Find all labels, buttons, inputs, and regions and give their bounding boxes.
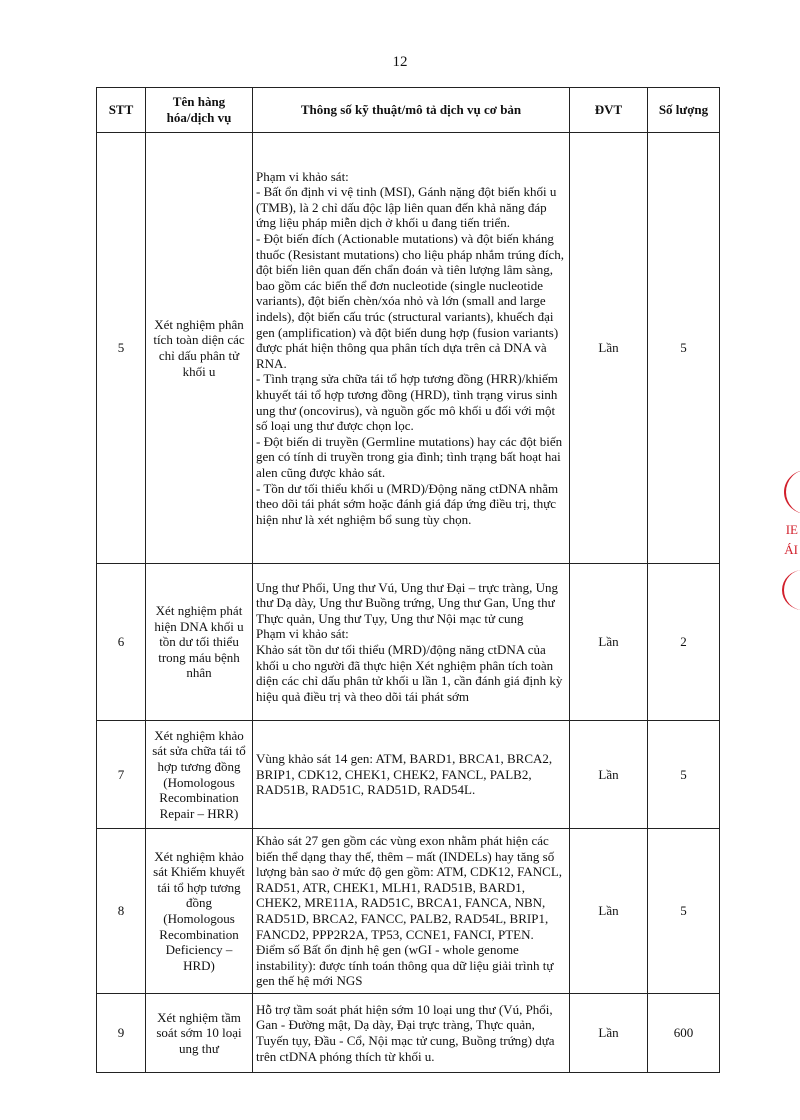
table-header-row [97,88,720,133]
spec-line: Phạm vi khảo sát: [256,626,349,642]
spec-line: Phạm vi khảo sát: [256,168,349,184]
header-stt: STT [97,88,146,133]
spec-line: Ung thư Phổi, Ung thư Vú, Ung thư Đại – trực tràng, Ung thư Dạ dày, Ung thư Buồng trứng, Ung thư Gan, Ung thư Thực quản, Ung thư Tụy, Ung thư Nội mạc tử cung [256,579,559,626]
spec-line: - Tồn dư tối thiểu khối u (MRD)/Động năng ctDNA nhằm theo dõi tái phát sớm hoặc đánh giá đáp ứng điều trị, thực hiện như là xét nghiệm bổ sung tùy chọn. [256,480,559,527]
row-name: Xét nghiệm khảo sát sửa chữa tái tổ hợp tương đồng (Homologous Recombination Repair – HRR) [146,721,253,829]
red-stamp-fragment [770,470,800,630]
row-spec [253,133,570,564]
spec-line: Vùng khảo sát 14 gen: ATM, BARD1, BRCA1, BRCA2, BRIP1, CDK12, CHEK1, CHEK2, FANCL, PALB2, RAD51B, RAD51C, RAD51D, RAD54L. [256,751,553,798]
row-qty: 5 [648,721,720,829]
spec-line: Điểm số Bất ổn định hệ gen (wGI - whole genome instability): được tính toán thông qua dữ liệu giải trình tự gen thế hệ mới NGS [256,942,554,989]
row-spec [253,829,570,994]
header-unit: ĐVT [570,88,648,133]
stamp-text: IE [785,522,798,537]
table-row [97,994,720,1073]
spec-line: - Tình trạng sửa chữa tái tổ hợp tương đồng (HRR)/khiếm khuyết tái tổ hợp tương đồng (HRD), tình trạng virus sinh ung thư (oncovirus), và nguồn gốc mô khối u đối với một số loại ung thư được chọn lọc. [256,371,558,434]
row-stt: 9 [97,994,146,1073]
row-qty: 5 [648,133,720,564]
table-row [97,721,720,829]
stamp-arc-icon [784,470,800,514]
spec-line: - Đột biến đích (Actionable mutations) và đột biến kháng thuốc (Resistant mutations) cho liệu pháp nhắm trúng đích, đột biến liên quan đến chẩn đoán và tiên lượng lâm sàng, bao gồm các biến thể đơn nucleotide (single nucleotide variants), đột biến chèn/xóa nhỏ và lớn (small and large indels), đột biến cấu trúc (structural variants), khuếch đại gen (amplification) và đột biến dung hợp (fusion variants) được phát hiện thông qua phân tích dựa trên cả DNA và RNA. [256,231,564,371]
row-spec [253,721,570,829]
header-spec: Thông số kỹ thuật/mô tả dịch vụ cơ bản [253,88,570,133]
row-stt: 5 [97,133,146,564]
spec-line: - Đột biến di truyền (Germline mutations) hay các đột biến gen có tính di truyền trong gia đình; tình trạng bất hoạt hai alen cũng được khảo sát. [256,433,563,480]
table-row [97,564,720,721]
row-qty: 5 [648,829,720,994]
stamp-text: ÁI [784,542,798,557]
row-unit: Lần [570,564,648,721]
header-name: Tên hàng hóa/dịch vụ [146,88,253,133]
row-name: Xét nghiệm tầm soát sớm 10 loại ung thư [146,994,253,1073]
spec-line: Hỗ trợ tầm soát phát hiện sớm 10 loại ung thư (Vú, Phổi, Gan - Đường mật, Dạ dày, Đại trực tràng, Thực quản, Tuyến tụy, Đầu - Cổ, Nội mạc tử cung, Buồng trứng) dựa trên ctDNA phóng thích từ khối u. [256,1001,555,1064]
stamp-arc-icon [782,570,800,610]
header-qty: Số lượng [648,88,720,133]
specification-table [96,87,720,1073]
row-stt: 6 [97,564,146,721]
row-spec [253,994,570,1073]
table-row [97,829,720,994]
row-unit: Lần [570,829,648,994]
row-unit: Lần [570,721,648,829]
row-unit: Lần [570,133,648,564]
row-stt: 7 [97,721,146,829]
row-name: Xét nghiệm khảo sát Khiếm khuyết tái tổ hợp tương đồng (Homologous Recombination Deficiency – HRD) [146,829,253,994]
page-number: 12 [392,54,408,70]
row-name: Xét nghiệm phân tích toàn diện các chỉ dấu phân tử khối u [146,133,253,564]
table-row [97,133,720,564]
row-qty: 2 [648,564,720,721]
row-name: Xét nghiệm phát hiện DNA khối u tồn dư tối thiểu trong máu bệnh nhân [146,564,253,721]
row-qty: 600 [648,994,720,1073]
row-spec [253,564,570,721]
spec-line: Khảo sát tồn dư tối thiểu (MRD)/động năng ctDNA của khối u cho người đã thực hiện Xét nghiệm phân tích toàn diện các chỉ dấu phân tử khối u lần 1, cần đánh giá định kỳ hiệu quả điều trị và theo dõi tái phát sớm [256,642,563,704]
spec-line: - Bất ổn định vi vệ tinh (MSI), Gánh nặng đột biến khối u (TMB), là 2 chỉ dấu độc lập liên quan đến khả năng đáp ứng liệu pháp miễn dịch ở khối u đang tiến triển. [256,184,557,231]
row-stt: 8 [97,829,146,994]
row-unit: Lần [570,994,648,1073]
spec-line: Khảo sát 27 gen gồm các vùng exon nhằm phát hiện các biến thể dạng thay thế, thêm – mất (INDELs) hay tăng số lượng bản sao ở mức độ gen gồm: ATM, CDK12, FANCL, RAD51, ATR, CHEK1, MLH1, RAD51B, BARD1, CHEK2, MRE11A, RAD51C, BRCA1, FANCA, NBN, RAD51D, BRCA2, FANCC, PALB2, RAD54L, BRIP1, FANCD2, PPP2R2A, TP53, CCNE1, FANCI, PTEN. [256,833,563,942]
